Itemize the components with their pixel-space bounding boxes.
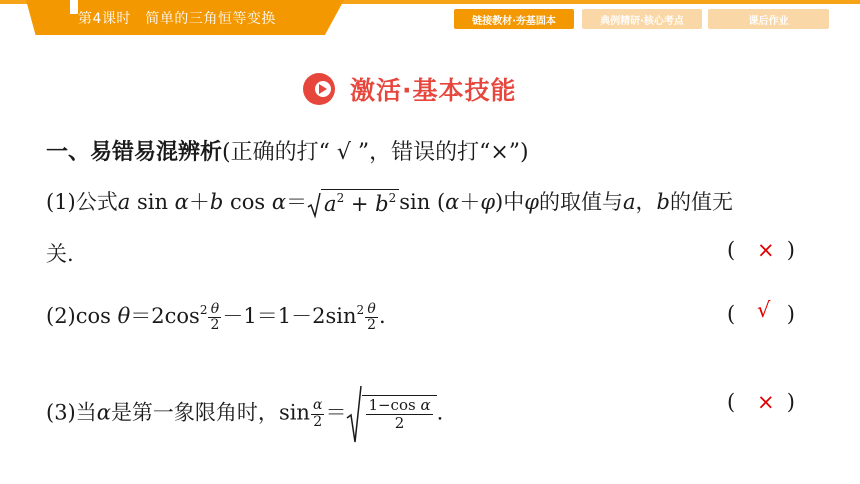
item-3-number: (3) — [46, 400, 76, 425]
item-1-continuation: 关. — [46, 242, 74, 266]
lesson-title: 第4课时 简单的三角恒等变换 — [78, 11, 276, 27]
tab-examples[interactable]: 典例精研·核心考点 — [582, 9, 702, 29]
item-3-text-suffix: 是第一象限角时， — [110, 400, 279, 425]
heading-instructions: (正确的打“ √ ”，错误的打“×”) — [222, 140, 529, 165]
sqrt-expression: $a^2 + b^2$ — [307, 189, 399, 219]
sqrt-expression: $\frac{\text{1−cos α}}{2}$ — [346, 384, 436, 444]
item-1-mark: × — [757, 238, 775, 262]
item-2-line: (2)cos $\theta=2\cos^2$ $\frac{\theta}{2}$ $-1=1-2\sin^2$ $\frac{\theta}{2}$ . — [46, 300, 386, 333]
section-heading — [302, 72, 517, 106]
item-3-answer: ( × ) — [727, 390, 795, 414]
tab-homework[interactable]: 课后作业 — [708, 9, 829, 29]
bookmark-icon — [70, 0, 78, 14]
tab-textbook[interactable]: 链接教材·夯基固本 — [454, 9, 574, 29]
item-2-mark: √ — [757, 298, 771, 322]
item-3-mark: × — [757, 390, 775, 414]
heading-lead: 一、易错易混辨析 — [46, 140, 223, 165]
item-2-number: (2) — [46, 304, 76, 328]
item-1-line-1: (1)公式a sin α＋b $\cos \alpha= a^2 + b^2$ sin (α＋φ)中φ的取值与a，b的值无 — [46, 186, 733, 218]
item-1-text: 公式 — [75, 190, 118, 214]
fraction: $\frac{\alpha}{2}$ — [312, 397, 323, 430]
item-1-answer: ( × ) — [727, 238, 795, 262]
fraction: $\frac{\theta}{2}$ — [210, 300, 220, 333]
item-3-text: 当 — [75, 400, 97, 425]
section-title: 激活·基本技能 — [350, 76, 517, 105]
item-2-answer: ( √ ) — [727, 298, 795, 326]
top-bar — [0, 0, 860, 36]
item-1-line-2 — [46, 238, 74, 268]
item-3-line: (3)当α是第一象限角时，sin $\frac{\alpha}{2}$ ＝ $\frac{\text{1−cos α}}{2}$ . — [46, 384, 443, 444]
item-1-text-tail: 的值无 — [669, 190, 733, 214]
play-circle-icon — [302, 72, 336, 106]
fraction: $\frac{\theta}{2}$ — [367, 300, 377, 333]
item-1-text-mid: 中 — [503, 190, 525, 214]
item-1-text-suffix: 的取值与 — [538, 190, 623, 214]
exercise-heading — [46, 135, 529, 166]
item-1-number: (1) — [46, 190, 76, 214]
